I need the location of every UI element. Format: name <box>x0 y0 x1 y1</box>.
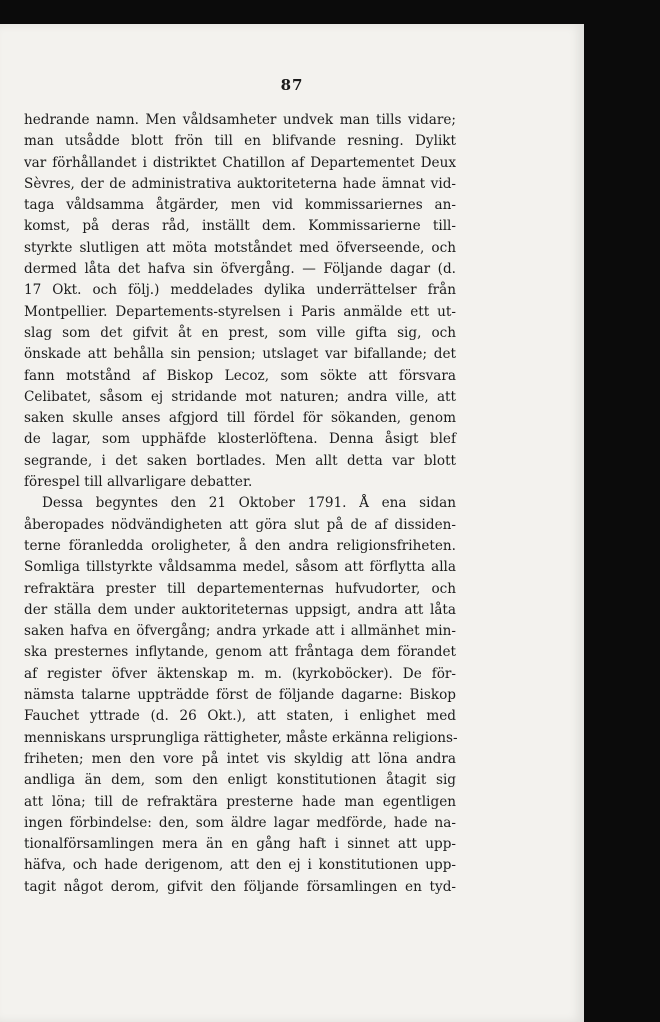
page-number: 87 <box>280 76 304 94</box>
text-line: åberopades nödvändigheten att göra slut på de af dissiden- <box>24 516 456 533</box>
text-line: Fauchet yttrade (d. 26 Okt.), att staten, i enlighet med <box>24 708 456 725</box>
text-line: tagit något derom, gifvit den följande församlingen en tyd- <box>24 878 456 895</box>
text-line: ska presternes inflytande, genom att fråntaga dem förandet <box>24 644 456 661</box>
text-line: komst, på deras råd, inställt dem. Kommissarierne till- <box>24 218 456 235</box>
text-line: fann motstånd af Biskop Lecoz, som sökte att försvara <box>24 367 456 384</box>
text-line: Montpellier. Departements-styrelsen i Paris anmälde ett ut- <box>24 303 456 320</box>
text-line: häfva, och hade derigenom, att den ej i konstitutionen upp- <box>24 857 456 874</box>
text-line: af register öfver äktenskap m. m. (kyrkoböcker). De för- <box>24 665 456 682</box>
text-line: segrande, i det saken bortlades. Men allt detta var blott <box>24 452 456 469</box>
text-line: friheten; men den vore på intet vis skyldig att löna andra <box>24 750 456 767</box>
text-line: Dessa begyntes den 21 Oktober 1791. Å ena sidan <box>42 495 456 512</box>
text-line: saken hafva en öfvergång; andra yrkade att i allmänhet min- <box>24 623 456 640</box>
text-line: önskade att behålla sin pension; utslaget var bifallande; det <box>24 346 456 363</box>
text-line: att löna; till de refraktära presterne hade man egentligen <box>24 793 456 810</box>
text-line: Celibatet, såsom ej stridande mot naturen; andra ville, att <box>24 388 456 405</box>
text-line: styrkte slutligen att möta motståndet med öfverseende, och <box>24 239 456 256</box>
text-line: saken skulle anses afgjord till fördel för sökanden, genom <box>24 410 456 427</box>
text-line: slag som det gifvit åt en prest, som ville gifta sig, och <box>24 324 456 341</box>
text-line: tionalförsamlingen mera än en gång haft i sinnet att upp- <box>24 836 456 853</box>
body-text <box>24 110 456 898</box>
text-line: förespel till allvarligare debatter. <box>24 474 253 491</box>
text-line: Somliga tillstyrkte våldsamma medel, såsom att förflytta alla <box>24 559 456 576</box>
text-line: andliga än dem, som den enligt konstitutionen åtagit sig <box>24 772 456 789</box>
text-line: menniskans ursprungliga rättigheter, måste erkänna religions- <box>24 729 458 746</box>
text-line: man utsådde blott frön till en blifvande resning. Dylikt <box>24 133 456 150</box>
book-page <box>0 24 584 1022</box>
text-line: Sèvres, der de administrativa auktoriteterna hade ämnat vid- <box>24 175 456 192</box>
text-line: hedrande namn. Men våldsamheter undvek man tills vidare; <box>24 112 456 128</box>
text-line: dermed låta det hafva sin öfvergång. — Följande dagar (d. <box>24 261 456 278</box>
text-line: terne föranledda oroligheter, å den andra religionsfriheten. <box>24 537 456 554</box>
text-line: taga våldsamma åtgärder, men vid kommissariernes an- <box>24 197 456 214</box>
text-line: ingen förbindelse: den, som äldre lagar medförde, hade na- <box>24 814 456 831</box>
text-line: 17 Okt. och följ.) meddelades dylika underrättelser från <box>24 282 456 299</box>
text-line: nämsta talarne uppträdde först de följande dagarne: Biskop <box>24 687 456 704</box>
text-line: refraktära prester till departementernas hufvudorter, och <box>24 580 456 597</box>
text-line: de lagar, som upphäfde klosterlöftena. Denna åsigt blef <box>24 431 456 448</box>
text-line: var förhållandet i distriktet Chatillon af Departementet Deux <box>24 154 456 171</box>
text-line: der ställa dem under auktoriteternas uppsigt, andra att låta <box>24 601 456 618</box>
